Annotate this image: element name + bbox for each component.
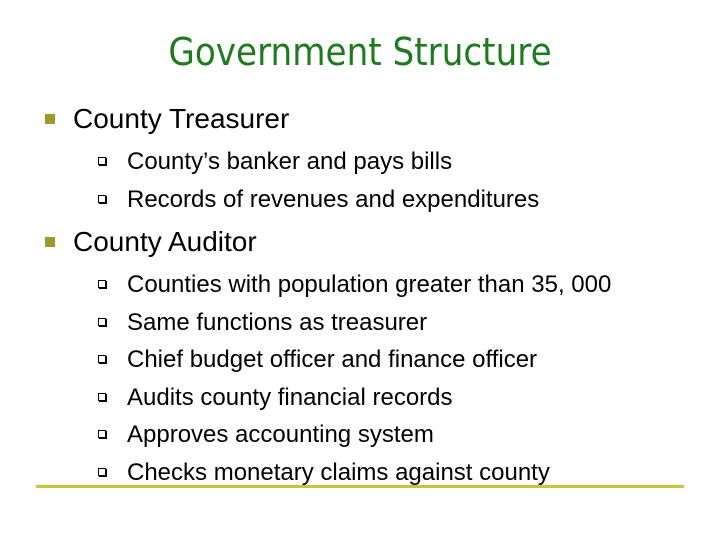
bullet-level2-item	[0, 143, 720, 181]
bullet-level2-item	[0, 181, 720, 219]
bullet-level2-item	[0, 304, 720, 342]
bullet-level2-item	[0, 379, 720, 417]
bullet-level1-item	[0, 95, 720, 143]
section-heading: County Treasurer	[73, 103, 290, 134]
bullet-text: Checks monetary claims against county	[127, 458, 550, 486]
bullet-text: County’s banker and pays bills	[127, 148, 453, 175]
hollow-square-bullet-icon	[98, 468, 106, 476]
hollow-square-bullet-icon	[98, 430, 106, 438]
slide-title: Government Structure	[168, 30, 552, 74]
bullet-level2-item	[0, 416, 720, 454]
hollow-square-bullet-icon	[98, 195, 106, 203]
bullet-level2-item	[0, 266, 720, 304]
bullet-text: Approves accounting system	[127, 421, 434, 448]
hollow-square-bullet-icon	[98, 355, 106, 363]
bullet-level1-item	[0, 218, 720, 266]
bullet-text: Audits county financial records	[127, 383, 453, 411]
section-county-treasurer	[0, 95, 720, 218]
bullet-text: Records of revenues and expenditures	[127, 185, 540, 213]
bullet-text: Same functions as treasurer	[127, 308, 428, 336]
bullet-text: Counties with population greater than 35, 000	[127, 271, 612, 298]
slide-content	[0, 95, 720, 491]
hollow-square-bullet-icon	[98, 157, 106, 165]
section-county-auditor	[0, 218, 720, 491]
section-heading: County Auditor	[73, 226, 257, 257]
hollow-square-bullet-icon	[98, 318, 106, 326]
bullet-level2-item	[0, 341, 720, 379]
square-bullet-icon	[45, 114, 55, 124]
square-bullet-icon	[45, 237, 55, 247]
bullet-text: Chief budget officer and finance officer	[127, 346, 538, 373]
footer-divider	[36, 485, 684, 488]
hollow-square-bullet-icon	[98, 393, 106, 401]
hollow-square-bullet-icon	[98, 280, 106, 288]
